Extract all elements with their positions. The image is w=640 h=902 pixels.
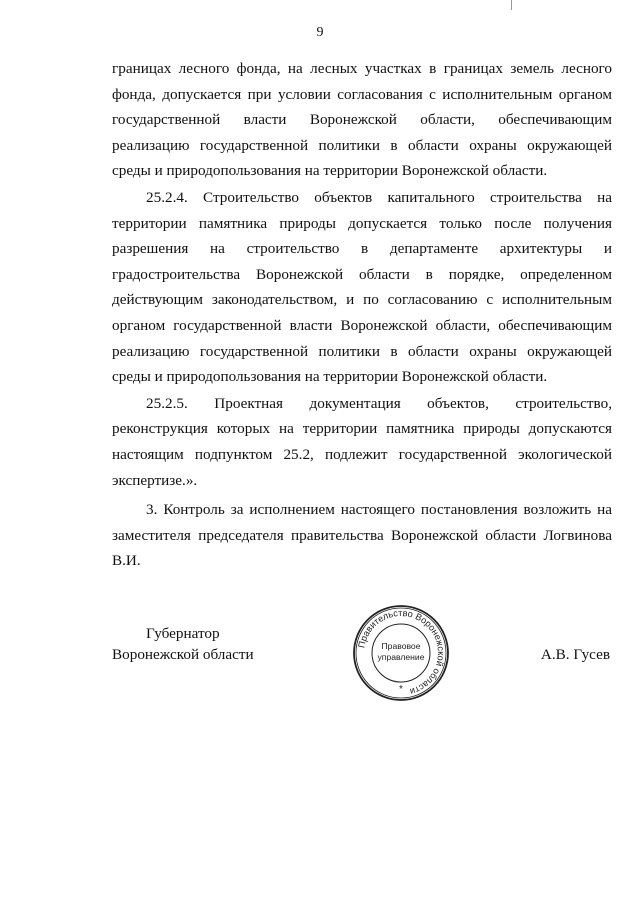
paragraph-25-2-4: 25.2.4. Строительство объектов капитального строительства на территории памятника природы допускается только после получения разрешения на строительство в департаменте архитектуры и градостроительства Воронежской области в порядке, определенном действующим законодательством, и по согласованию с исполнительным органом государственной власти Воронежской области, обеспечивающим реализацию государственной политики в области охраны окружающей среды и природопользования на территории Воронежской области. [112, 188, 612, 386]
stamp-graphic [352, 604, 450, 702]
scan-mark [511, 0, 512, 10]
paragraph-25-2-5: 25.2.5. Проектная документация объектов, строительство, реконструкция которых на территории памятника природы допускаются настоящим подпунктом 25.2, подлежит государственной экологической экспертизе.». [112, 394, 612, 489]
page-number: 9 [316, 25, 324, 40]
stamp-center-line2: управление [377, 652, 425, 662]
signatory-title-line2: Воронежской области [112, 646, 254, 663]
paragraph-control: 3. Контроль за исполнением настоящего постановления возложить на заместителя председателя правительства Воронежской области Логвинова В.И. [112, 501, 612, 570]
paragraph-continuation: границах лесного фонда, на лесных участках в границах земель лесного фонда, допускается при условии согласования с исполнительным органом государственной власти Воронежской области, обеспечивающим реализацию государственной политики в области охраны окружающей среды и природопользования на территории Воронежской области. [112, 60, 612, 180]
official-stamp [352, 604, 450, 702]
signatory-title [112, 623, 254, 665]
signatory-title-line1: Губернатор [146, 625, 220, 642]
stamp-ring-text: Правительство Воронежской области [356, 607, 447, 697]
stamp-center-line1: Правовое [381, 641, 421, 651]
document-body [112, 56, 612, 574]
stamp-star-icon: * [399, 684, 403, 695]
signatory-name: А.В. Гусев [540, 646, 610, 663]
